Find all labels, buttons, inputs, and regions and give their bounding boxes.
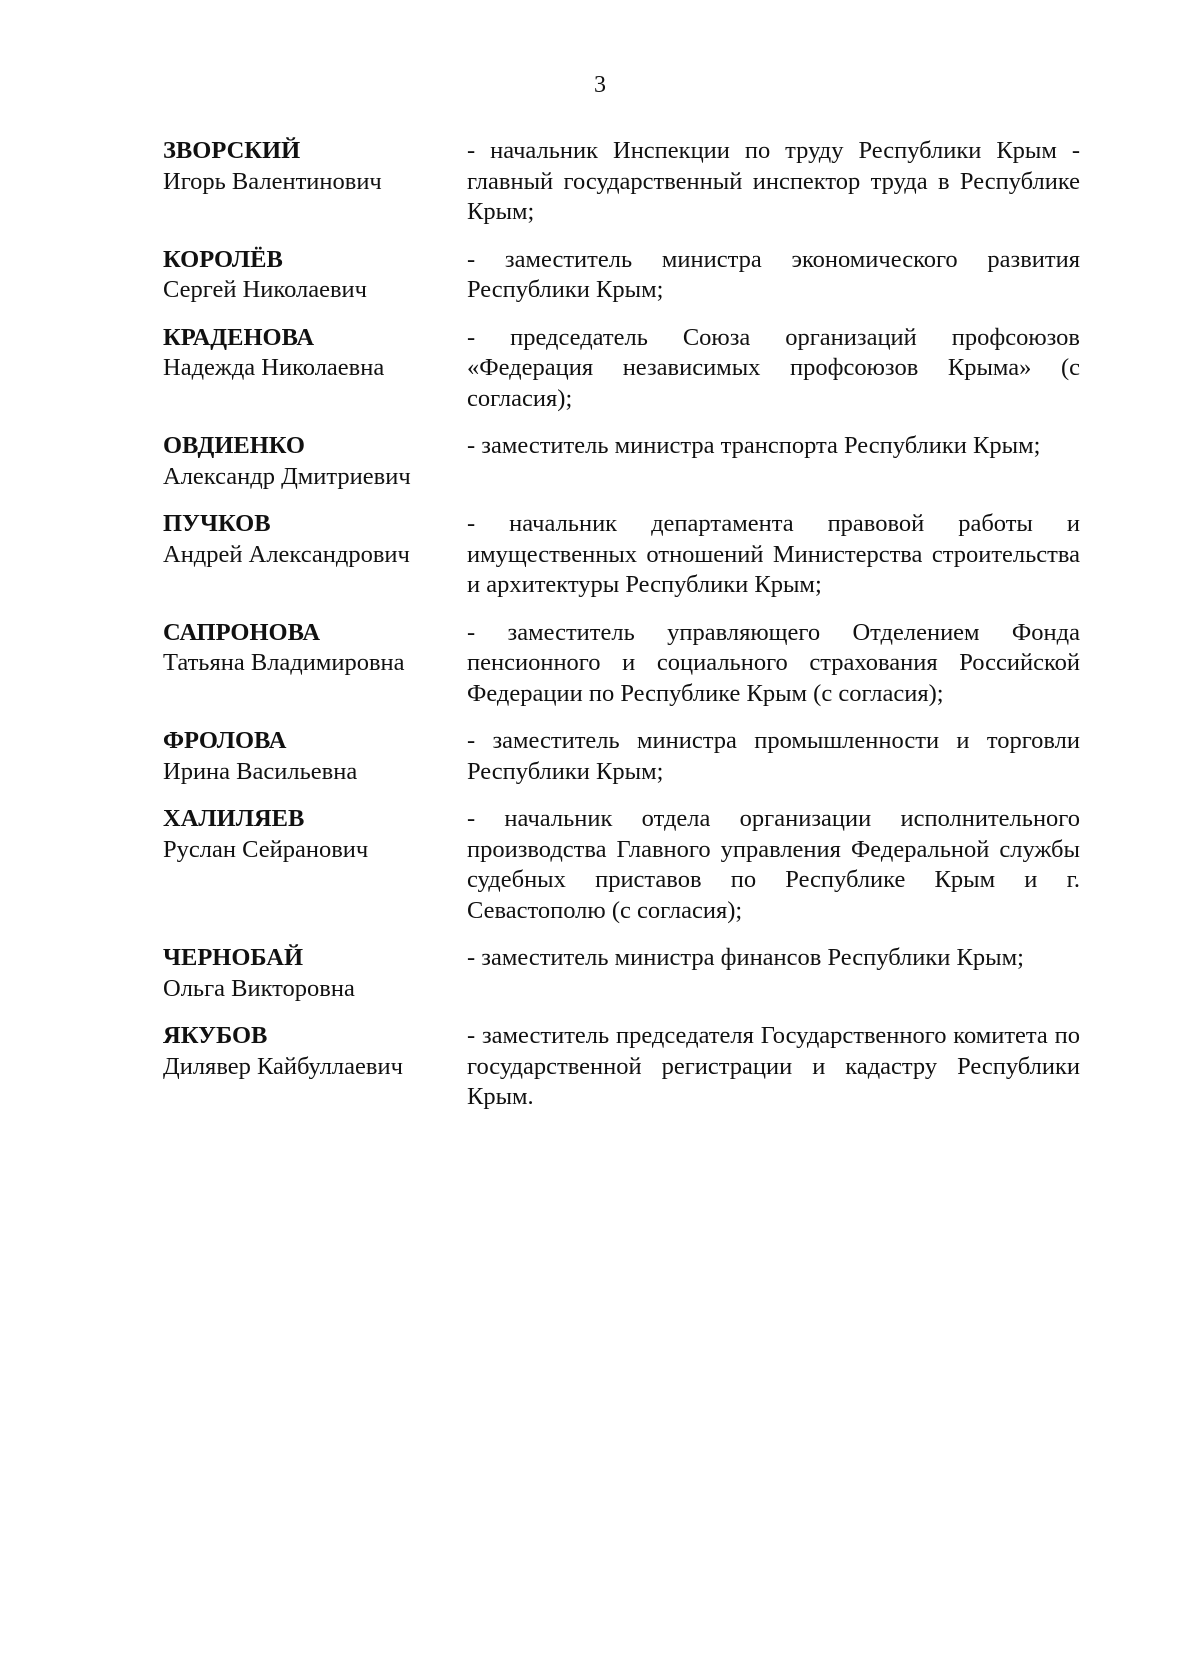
member-entry <box>163 245 1080 306</box>
member-entry <box>163 431 1080 492</box>
member-name <box>163 431 467 492</box>
member-given-name: Александр Дмитриевич <box>163 462 411 490</box>
member-role: - начальник Инспекции по труду Республики Крым - главный государственный инспектор труда в Республике Крым; <box>467 137 1080 225</box>
page-number: 3 <box>594 72 606 98</box>
member-name <box>163 1021 467 1082</box>
member-entry <box>163 726 1080 787</box>
member-given-name: Дилявер Кайбуллаевич <box>163 1052 403 1080</box>
member-entry <box>163 323 1080 415</box>
member-name <box>163 943 467 1004</box>
member-entry <box>163 618 1080 710</box>
member-given-name: Андрей Александрович <box>163 540 410 568</box>
members-list <box>163 136 1080 1113</box>
member-name <box>163 726 467 787</box>
member-surname: ЯКУБОВ <box>163 1022 268 1049</box>
member-role: - заместитель председателя Государственного комитета по государственной регистрации и кадастру Республики Крым. <box>467 1022 1080 1110</box>
member-name <box>163 509 467 570</box>
member-name <box>163 245 467 306</box>
member-role: - заместитель министра транспорта Республики Крым; <box>467 432 1041 459</box>
member-surname: ХАЛИЛЯЕВ <box>163 805 305 832</box>
member-name <box>163 323 467 384</box>
member-entry <box>163 136 1080 228</box>
member-surname: КОРОЛЁВ <box>163 245 283 273</box>
member-name <box>163 136 467 197</box>
member-role: - председатель Союза организаций профсоюзов «Федерация независимых профсоюзов Крыма» (с согласия); <box>467 323 1080 412</box>
member-given-name: Руслан Сейранович <box>163 835 369 863</box>
member-role: - заместитель министра экономического развития Республики Крым; <box>467 245 1080 303</box>
member-entry <box>163 943 1080 1004</box>
member-entry <box>163 509 1080 601</box>
member-given-name: Татьяна Владимировна <box>163 649 405 676</box>
member-surname: САПРОНОВА <box>163 618 321 646</box>
member-entry <box>163 804 1080 926</box>
member-name <box>163 618 467 679</box>
member-given-name: Надежда Николаевна <box>163 354 385 381</box>
member-surname: КРАДЕНОВА <box>163 323 315 351</box>
member-given-name: Сергей Николаевич <box>163 276 367 303</box>
member-role: - заместитель министра промышленности и торговли Республики Крым; <box>467 727 1080 785</box>
member-role: - начальник отдела организации исполнительного производства Главного управления Федеральной службы судебных приставов по Республике Крым и г. Севастополю (с согласия); <box>467 805 1080 924</box>
member-entry <box>163 1021 1080 1113</box>
member-name <box>163 804 467 865</box>
member-role: - начальник департамента правовой работы и имущественных отношений Министерства строительства и архитектуры Республики Крым; <box>467 510 1080 598</box>
member-given-name: Ирина Васильевна <box>163 757 358 785</box>
member-given-name: Ольга Викторовна <box>163 974 355 1002</box>
member-surname: ЗВОРСКИЙ <box>163 137 301 164</box>
member-surname: ПУЧКОВ <box>163 510 271 537</box>
member-role: - заместитель управляющего Отделением Фонда пенсионного и социального страхования Российской Федерации по Республике Крым (с согласия); <box>467 618 1080 707</box>
member-role: - заместитель министра финансов Республики Крым; <box>467 944 1024 971</box>
member-given-name: Игорь Валентинович <box>163 167 382 195</box>
member-surname: ФРОЛОВА <box>163 727 287 754</box>
member-surname: ЧЕРНОБАЙ <box>163 944 304 971</box>
member-surname: ОВДИЕНКО <box>163 432 305 459</box>
